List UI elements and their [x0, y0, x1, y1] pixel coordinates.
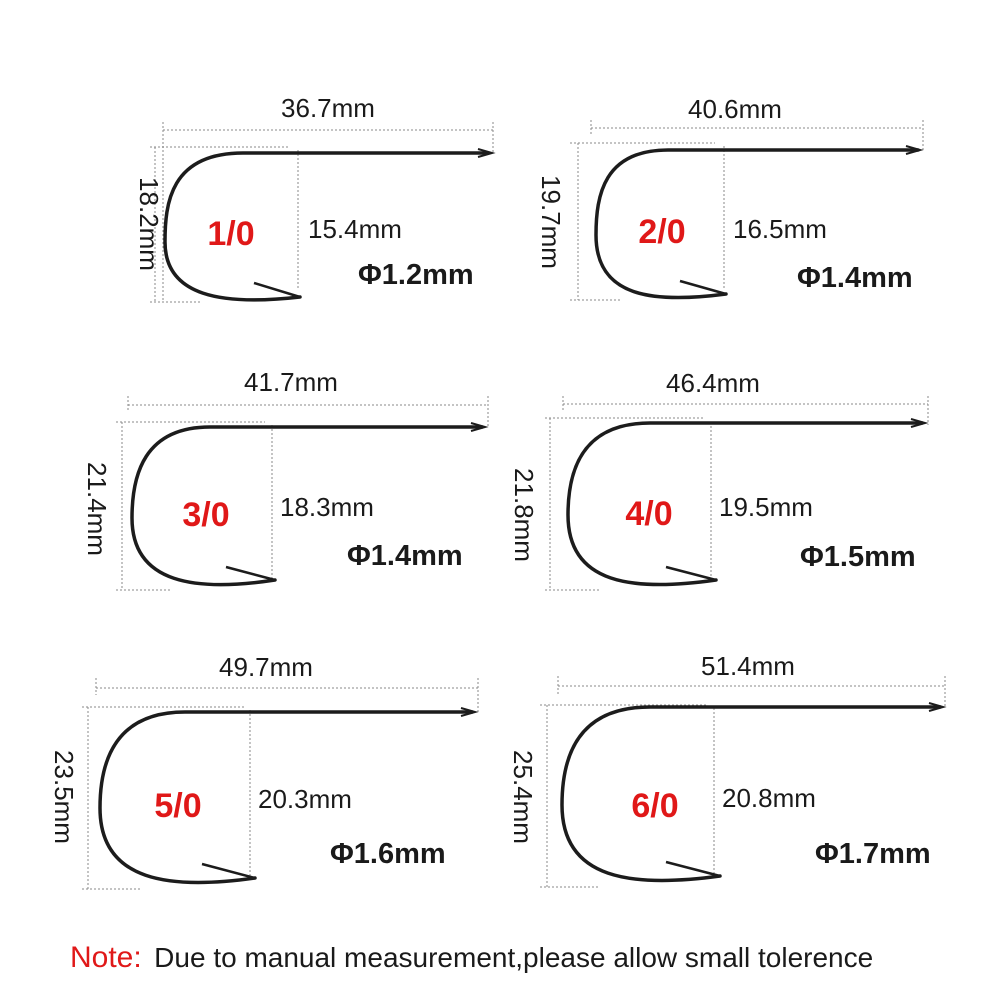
note-line — [70, 941, 873, 974]
hook-length: 41.7mm — [244, 367, 338, 397]
hook-length: 36.7mm — [281, 93, 375, 123]
note-label: Note: — [70, 941, 142, 974]
wire-diameter: Φ1.4mm — [797, 262, 913, 294]
hook-height: 21.4mm — [82, 462, 112, 556]
wire-diameter: Φ1.2mm — [358, 259, 474, 291]
hook-length: 40.6mm — [688, 94, 782, 124]
wire-diameter: Φ1.7mm — [815, 838, 931, 870]
hook-gap: 16.5mm — [733, 214, 827, 244]
hook-size-label: 4/0 — [625, 495, 673, 533]
hook-gap: 15.4mm — [308, 214, 402, 244]
hook-panel-4-0 — [509, 368, 928, 590]
hook-gap: 20.3mm — [258, 784, 352, 814]
hook-length: 46.4mm — [666, 368, 760, 398]
hook-height: 19.7mm — [536, 175, 566, 269]
wire-diameter: Φ1.6mm — [330, 838, 446, 870]
hook-panel-5-0 — [49, 652, 478, 889]
hook-height: 21.8mm — [509, 468, 539, 562]
hook-length: 49.7mm — [219, 652, 313, 682]
hook-size-label: 1/0 — [207, 215, 255, 253]
hook-size-label: 6/0 — [631, 787, 679, 825]
note-text: Due to manual measurement,please allow small tolerence — [154, 942, 874, 973]
hook-gap: 19.5mm — [719, 492, 813, 522]
hook-gap: 20.8mm — [722, 783, 816, 813]
hook-height: 25.4mm — [508, 750, 538, 844]
footnote — [70, 941, 873, 974]
wire-diameter: Φ1.5mm — [800, 541, 916, 573]
hook-height: 23.5mm — [49, 750, 79, 844]
hook-size-label: 2/0 — [638, 213, 686, 251]
wire-diameter: Φ1.4mm — [347, 540, 463, 572]
hook-length: 51.4mm — [701, 651, 795, 681]
hook-panel-3-0 — [82, 367, 488, 590]
hook-panel-1-0 — [134, 93, 493, 302]
hook-size-label: 5/0 — [154, 787, 202, 825]
hook-panel-6-0 — [508, 651, 945, 887]
hook-height: 18.2mm — [134, 177, 164, 271]
hook-gap: 18.3mm — [280, 492, 374, 522]
hook-panel-2-0 — [536, 94, 923, 300]
hook-size-label: 3/0 — [182, 496, 230, 534]
